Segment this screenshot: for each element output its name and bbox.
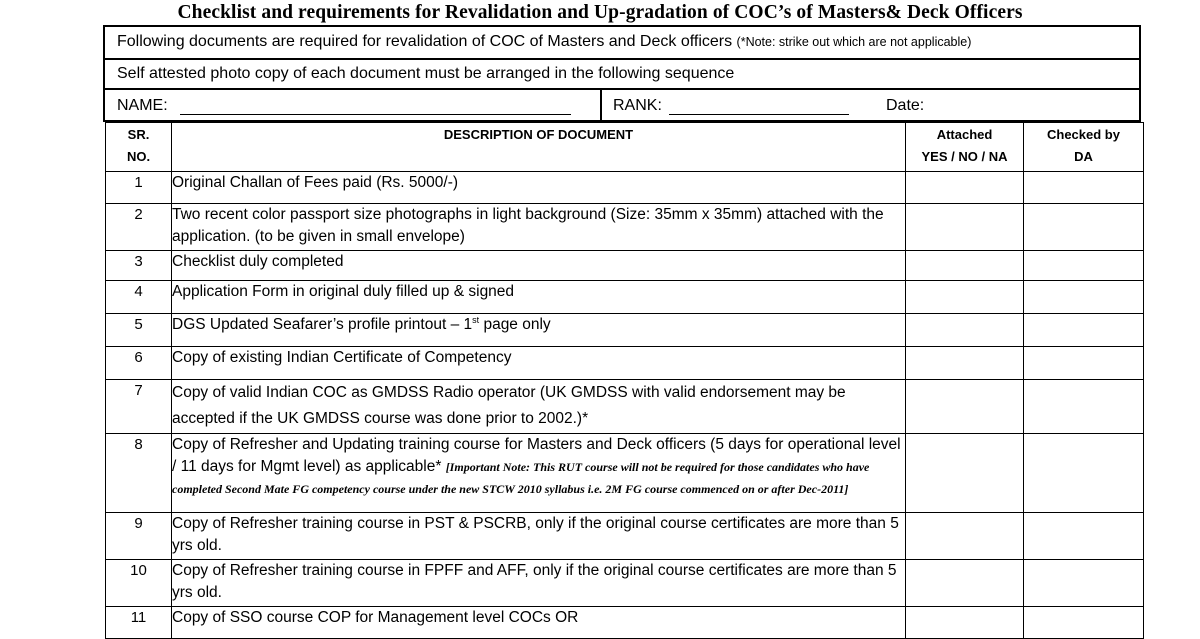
required-documents-header (103, 25, 1141, 60)
attached-cell[interactable] (906, 347, 1024, 380)
attached-cell[interactable] (906, 513, 1024, 560)
table-row (106, 513, 1144, 560)
sr-no-header (106, 123, 172, 172)
checked-cell[interactable] (1024, 204, 1144, 251)
checked-cell[interactable] (1024, 172, 1144, 204)
required-documents-text: Following documents are required for revalidation of COC of Masters and Deck officers (117, 33, 733, 50)
checked-cell[interactable] (1024, 513, 1144, 560)
checked-cell[interactable] (1024, 380, 1144, 434)
row-description: Copy of existing Indian Certificate of Competency (172, 347, 906, 380)
document-title: Checklist and requirements for Revalidation and Up-gradation of COC’s of Masters& Deck Officers (177, 2, 1023, 23)
table-row (106, 251, 1144, 281)
attached-cell[interactable] (906, 281, 1024, 314)
checked-cell[interactable] (1024, 251, 1144, 281)
row-description-suffix: page only (479, 316, 551, 333)
row-number: 4 (106, 281, 172, 314)
table-row (106, 172, 1144, 204)
table-row (106, 380, 1144, 434)
row-number: 5 (106, 314, 172, 347)
checked-cell[interactable] (1024, 607, 1144, 639)
row-number: 10 (106, 560, 172, 607)
attached-cell[interactable] (906, 434, 1024, 513)
attached-cell[interactable] (906, 251, 1024, 281)
sequence-text: Self attested photo copy of each document must be arranged in the following sequence (117, 65, 735, 82)
table-header-row (106, 123, 1144, 172)
attached-cell[interactable] (906, 204, 1024, 251)
strike-out-note: (*Note: strike out which are not applicable) (736, 35, 972, 49)
applicant-details-row (103, 88, 1141, 122)
ordinal-superscript: st (472, 314, 480, 325)
checked-by-header (1024, 123, 1144, 172)
row-number: 8 (106, 434, 172, 513)
field-divider (600, 88, 602, 122)
row-description (172, 314, 906, 347)
attached-cell[interactable] (906, 607, 1024, 639)
row-number: 9 (106, 513, 172, 560)
row-number: 11 (106, 607, 172, 639)
row-description: Checklist duly completed (172, 251, 906, 281)
row-description: Copy of Refresher training course in FPFF and AFF, only if the original course certificates are more than 5 yrs old. (172, 560, 906, 607)
table-row (106, 314, 1144, 347)
sr-header-line2: NO. (126, 149, 151, 164)
row-number: 6 (106, 347, 172, 380)
rank-field[interactable] (669, 114, 849, 115)
checked-cell[interactable] (1024, 347, 1144, 380)
row-description: Application Form in original duly filled up & signed (172, 281, 906, 314)
table-row (106, 607, 1144, 639)
checked-cell[interactable] (1024, 314, 1144, 347)
row-description: Copy of valid Indian COC as GMDSS Radio operator (UK GMDSS with valid endorsement may be accepted if the UK GMDSS course was done prior to 2002.)* (172, 380, 906, 434)
document-checklist-table (105, 122, 1144, 639)
description-header-label: DESCRIPTION OF DOCUMENT (443, 127, 634, 142)
checked-cell[interactable] (1024, 281, 1144, 314)
row-description (172, 434, 906, 513)
attached-header (906, 123, 1024, 172)
sr-header-line1: SR. (127, 127, 150, 142)
table-row (106, 434, 1144, 513)
attached-header-line1: Attached (936, 127, 993, 142)
date-label: Date: (886, 97, 925, 114)
attached-cell[interactable] (906, 314, 1024, 347)
attached-cell[interactable] (906, 380, 1024, 434)
description-header (172, 123, 906, 172)
row-description-text: Copy of Refresher and Updating training course for Masters and Deck officers (5 days for operational level / 11 days for Mgmt level) as applicable* (172, 436, 901, 475)
name-field[interactable] (180, 114, 571, 115)
table-row (106, 281, 1144, 314)
row-number: 1 (106, 172, 172, 204)
row-description: Original Challan of Fees paid (Rs. 5000/-) (172, 172, 906, 204)
table-row (106, 204, 1144, 251)
table-row (106, 560, 1144, 607)
checked-cell[interactable] (1024, 560, 1144, 607)
row-description: Two recent color passport size photographs in light background (Size: 35mm x 35mm) attached with the application. (to be given in small envelope) (172, 204, 906, 251)
row-description: Copy of SSO course COP for Management level COCs OR (172, 607, 906, 639)
row-number: 3 (106, 251, 172, 281)
table-row (106, 347, 1144, 380)
checked-header-line1: Checked by (1047, 127, 1120, 142)
row-number: 2 (106, 204, 172, 251)
sequence-instruction (103, 58, 1141, 90)
row-description-text: DGS Updated Seafarer’s profile printout – 1 (172, 316, 473, 333)
checked-cell[interactable] (1024, 434, 1144, 513)
row-description: Copy of Refresher training course in PST & PSCRB, only if the original course certificates are more than 5 yrs old. (172, 513, 906, 560)
name-label: NAME: (117, 97, 168, 114)
attached-cell[interactable] (906, 560, 1024, 607)
attached-header-line2: YES / NO / NA (921, 149, 1008, 164)
row-number: 7 (106, 380, 172, 434)
important-note: [Important Note: This RUT course will not be required for those candidates who have completed Second Mate FG competency course under the new STCW 2010 syllabus i.e. 2M FG course commenced on or after Dec-2011] (172, 460, 870, 496)
checked-header-line2: DA (1074, 149, 1093, 164)
rank-label: RANK: (613, 97, 662, 114)
attached-cell[interactable] (906, 172, 1024, 204)
